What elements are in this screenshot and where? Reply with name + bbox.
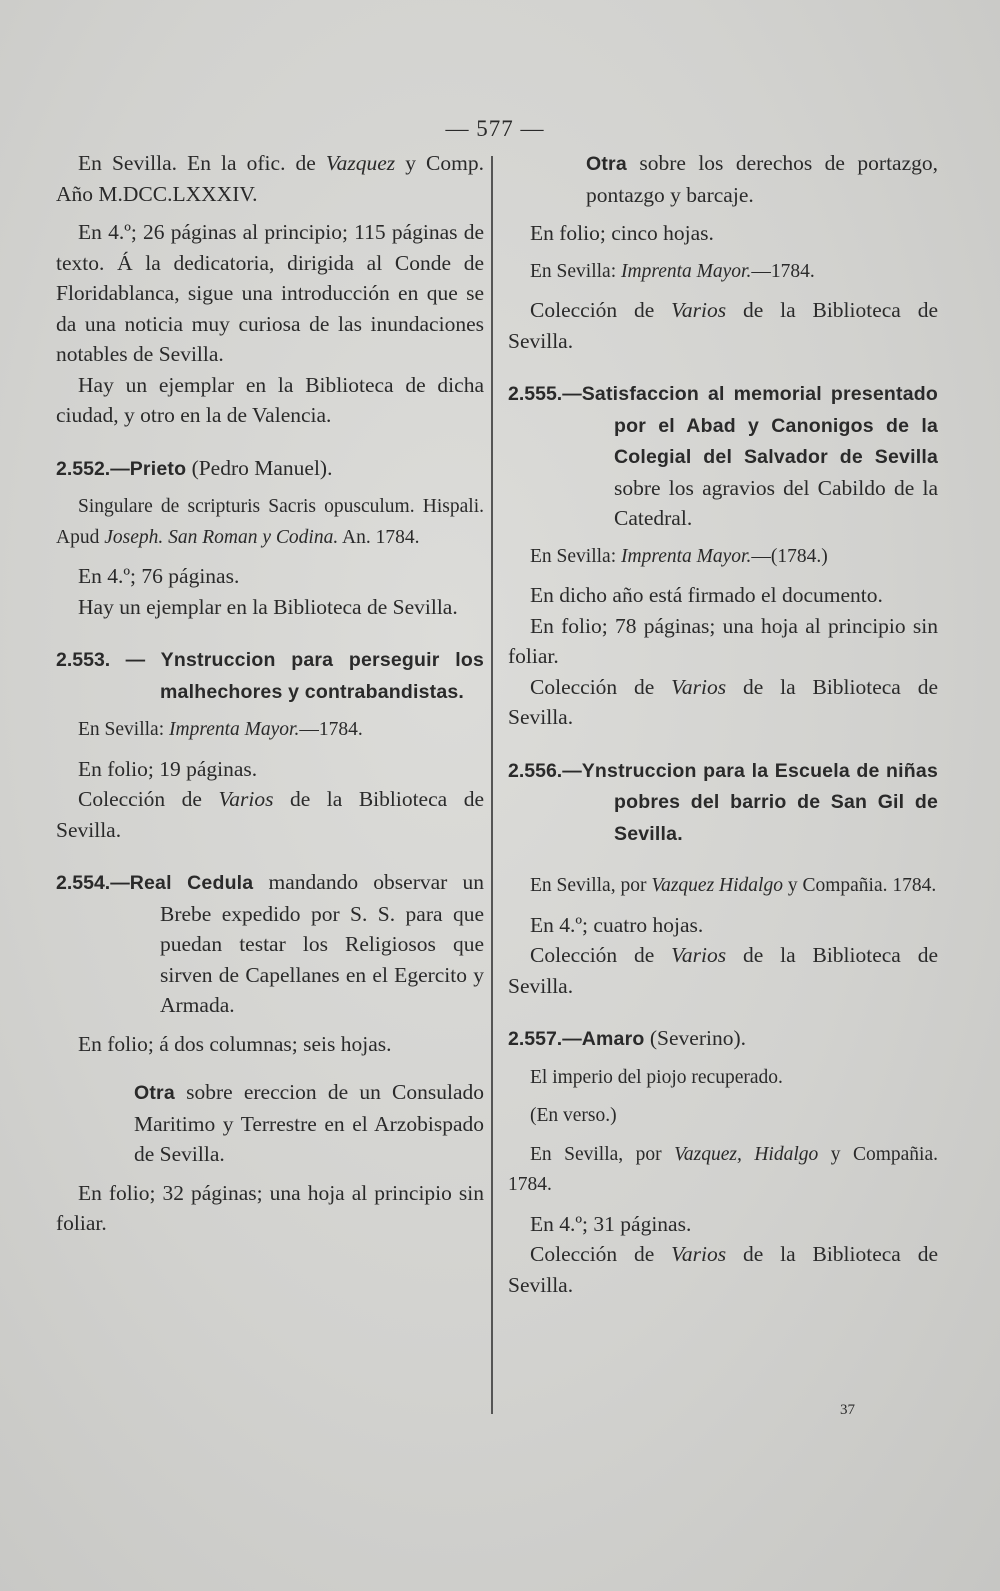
- entry-format: En folio; 19 páginas.: [78, 756, 258, 781]
- entry-format: En 4.º; 76 páginas.: [78, 564, 240, 588]
- entry-heading: 2.555.—Satisfaccion al memorial presentado por el Abad y Canonigos de la Colegial del Salvador de Sevilla sobre los agravios del Cabildo de la Catedral.: [508, 383, 938, 530]
- entry-format: En folio; á dos columnas; seis hojas.: [78, 1031, 392, 1056]
- entry-heading: 2.557.—Amaro (Severino).: [508, 1026, 746, 1050]
- entry-format: En 4.º; 31 páginas.: [530, 1211, 692, 1236]
- entry-2554: [56, 867, 484, 1059]
- page-number: — 577 —: [445, 116, 545, 141]
- entry-heading: 2.553. — Ynstruccion para perseguir los malhechores y contrabandistas.: [56, 649, 484, 703]
- entry-otra-portazgo: [508, 148, 938, 356]
- entry-note: (En verso.): [530, 1105, 617, 1126]
- entry-collection: Colección de Varios de la Biblioteca de Sevilla.: [508, 1242, 938, 1297]
- entry-collection: Colección de Varios de la Biblioteca de Sevilla.: [508, 674, 938, 729]
- entry-format: En 4.º; cuatro hojas.: [530, 912, 704, 937]
- entry-imprint: En Sevilla: Imprenta Mayor.—(1784.): [530, 545, 828, 567]
- entry-collection: Colección de Varios de la Biblioteca de Sevilla.: [508, 298, 938, 353]
- entry-imprint: En Sevilla, por Vazquez, Hidalgo y Compañia. 1784.: [508, 1143, 938, 1195]
- entry-heading: Otra sobre ereccion de un Consulado Maritimo y Terrestre en el Arzobispado de Sevilla.: [134, 1080, 484, 1166]
- entry-format: En folio; cinco hojas.: [530, 221, 714, 245]
- entry-heading: 2.554.—Real Cedula mandando observar un Brebe expedido por S. S. para que puedan testar los Religiosos que sirven de Capellanes en el Egercito y Armada.: [56, 870, 484, 1017]
- entry-heading: 2.556.—Ynstruccion para la Escuela de niñas pobres del barrio de San Gil de Sevilla.: [508, 759, 938, 845]
- entry-note: En dicho año está firmado el documento.: [530, 583, 883, 607]
- description-paragraph: En 4.º; 26 páginas al principio; 115 páginas de texto. Á la dedicatoria, dirigida al Conde de Floridablanca, sigue una introducción en que se da una noticia muy curiosa de las inundaciones notables de Sevilla.: [56, 220, 484, 366]
- entry-2555: [508, 378, 938, 733]
- right-column: [508, 148, 938, 1300]
- location-paragraph: Hay un ejemplar en la Biblioteca de dicha ciudad, y otro en la de Valencia.: [56, 372, 484, 427]
- entry-title: El imperio del piojo recuperado.: [530, 1066, 783, 1088]
- entry-2557: [508, 1023, 938, 1300]
- entry-format: En folio; 32 páginas; una hoja al principio sin foliar.: [56, 1180, 484, 1235]
- entry-2552: [56, 453, 484, 623]
- entry-heading: 2.552.—Prieto (Pedro Manuel).: [56, 455, 333, 480]
- left-column: [56, 148, 484, 1239]
- entry-2553: [56, 644, 484, 845]
- entry-collection: Colección de Varios de la Biblioteca de Sevilla.: [56, 787, 484, 842]
- entry-heading: Otra sobre los derechos de portazgo, pontazgo y barcaje.: [586, 151, 938, 207]
- entry-collection: Colección de Varios de la Biblioteca de Sevilla.: [508, 943, 938, 998]
- entry-imprint: En Sevilla, por Vazquez Hidalgo y Compañia. 1784.: [530, 875, 937, 896]
- entry-otra-consulado: [56, 1077, 484, 1239]
- printer-signature: 37: [840, 1402, 855, 1418]
- entry-title: Singulare de scripturis Sacris opusculum. Hispali. Apud Joseph. San Roman y Codina. An. 1784.: [56, 496, 484, 548]
- column-divider: [491, 156, 493, 1414]
- entry-2556: [508, 755, 938, 1002]
- entry-location: Hay un ejemplar en la Biblioteca de Sevilla.: [78, 594, 458, 619]
- imprint-paragraph: En Sevilla. En la ofic. de Vazquez y Comp. Año M.DCC.LXXXIV.: [56, 151, 484, 206]
- entry-format: En folio; 78 páginas; una hoja al principio sin foliar.: [508, 613, 938, 668]
- entry-imprint: En Sevilla: Imprenta Mayor.—1784.: [530, 260, 815, 282]
- entry-imprint: En Sevilla: Imprenta Mayor.—1784.: [78, 719, 363, 740]
